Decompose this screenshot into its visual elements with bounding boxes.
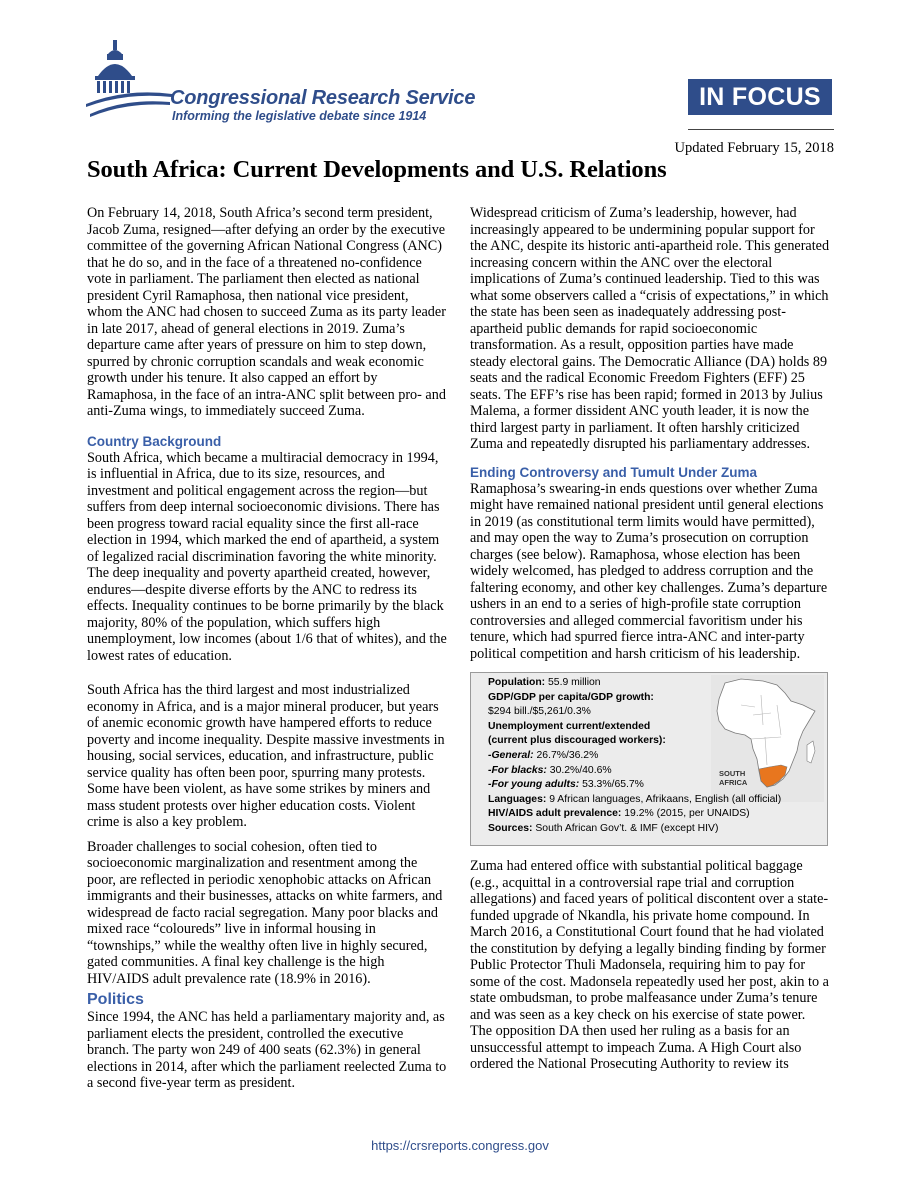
ramaphosa-paragraph: Ramaphosa’s swearing-in ends questions over whether Zuma might have remained national president until general elections in 2019 (as constitutional term limits would have permitted), and may open the way to Zuma’s prosecution on corruption charges (see below). Ramaphosa, whose election has been widely welcomed, has pledged to address corruption and the faltering economy, and other key challenges. Zuma’s departure ushers in an end to a series of high-profile state corruption controversies and alleged commercial favoritism under his tenure, which had spurred fierce intra-ANC and inter-party political competition and harsh criticism of his leadership. <box>470 480 828 662</box>
criticism-paragraph: Widespread criticism of Zuma’s leadership, however, had increasingly appeared to be undermining popular support for the ANC, despite its historic anti-apartheid role. This generated increasing concern within the ANC over the electoral implications of Zuma’s continued leadership. Tied to this was what some observers called a “crisis of expectations,” in which the state has been seen as inadequately addressing post-apartheid public demands for rapid socioeconomic transformation. As a result, opposition parties have made steady electoral gains. The Democratic Alliance (DA) holds 89 seats and the radical Economic Freedom Fighters (EFF) 25 seats. The EFF’s rise has been rapid; formed in 2013 by Julius Malema, a former dissident ANC youth leader, it is now the third largest party in parliament. It often harshly criticized Zuma and repeatedly disrupted his parliamentary addresses. <box>470 205 830 452</box>
right-column <box>470 205 830 1073</box>
gdp-value: $294 bill./$5,261/0.3% <box>488 706 591 718</box>
org-tagline: Informing the legislative debate since 1914 <box>172 109 427 123</box>
politics-paragraph-1: Since 1994, the ANC has held a parliamentary majority and, as parliament elects the president, controlled the executive branch. The party won 249 of 400 seats (62.3%) in general elections in 2014, after which the parliament reelected Zuma to a second five-year term as president. <box>87 1009 447 1091</box>
country-paragraph-3: Broader challenges to social cohesion, often tied to socioeconomic marginalization and resentment among the poor, are reflected in periodic xenophobic attacks on African immigrants and their businesses, attacks on white farmers, and widespread de facto racial segregation. Many poor blacks and mixed race “coloureds” live in informal housing in “townships,” while the wealthy often live in highly secured, gated communities. A final key challenge is the high HIV/AIDS adult prevalence rate (18.9% in 2016). <box>87 838 443 987</box>
map-label-line2: AFRICA <box>719 778 748 787</box>
country-paragraph-2: South Africa has the third largest and most industrialized economy in Africa, and is a major mineral producer, but years of anemic economic growth have hampered efforts to reduce poverty and income inequality. Despite massive investments in housing, social services, education, and infrastructure, public service quality has often been poor, spurring many protests. Some have been violent, as have some strikes by miners and mass student protests over higher education costs. Violent crime is also a key problem. <box>87 682 445 830</box>
footer-url[interactable]: https://crsreports.congress.gov <box>371 1138 549 1153</box>
intro-paragraph: On February 14, 2018, South Africa’s second term president, Jacob Zuma, resigned—after defying an order by the executive committee of the governing African National Congress (ANC) that he do so, and in the face of a threatened no-confidence vote in parliament. The parliament then elected as national president Cyril Ramaphosa, then national vice president, whom the ANC had chosen to succeed Zuma as its party leader in late 2017, ahead of general elections in 2019. Zuma’s departure came after years of pressure on him to step down, spurred by chronic corruption scandals and weak economic growth under his tenure. It also capped an effort by Ramaphosa, in the face of an intra-ANC split between pro- and anti-Zuma wings, to immediately succeed Zuma. <box>87 205 446 419</box>
fact-box-text <box>488 676 828 837</box>
left-column <box>87 205 447 1092</box>
politics-heading: Politics <box>87 991 144 1008</box>
sources-value: South African Gov’t. & IMF (except HIV) <box>535 822 719 834</box>
ending-controversy-heading: Ending Controversy and Tumult Under Zuma <box>470 464 758 480</box>
zuma-baggage-paragraph: Zuma had entered office with substantial political baggage (e.g., acquittal in a controversial rape trial and corruption allegations) and faced years of political discontent over a state-funded upgrade of Nkandla, his private home compound. In March 2016, a Constitutional Court found that he had violated the constitution by defying a legally binding finding by former Public Protector Thuli Madonsela, requiring him to pay for some of the cost. Madonsela repeatedly used her post, akin to a state ombudsman, to probe malfeasance under Zuma’s tenure and was seen as a key check on his exercise of state power. The opposition DA then used her ruling as a basis for an unsuccessful attempt to impeach Zuma. A High Court also ordered the National Prosecuting Authority to review its <box>470 858 829 1072</box>
hiv-value: 19.2% (2015, per UNAIDS) <box>624 808 750 820</box>
general-value: 26.7%/36.2% <box>536 749 599 761</box>
population-label: Population: <box>488 677 546 688</box>
population-value: 55.9 million <box>548 677 601 688</box>
blacks-label: -For blacks: <box>488 764 547 776</box>
fact-box <box>470 672 828 846</box>
updated-date: Updated February 15, 2018 <box>674 140 834 156</box>
org-name: Congressional Research Service <box>170 87 476 109</box>
page-title: South Africa: Current Developments and U.S. Relations <box>87 156 667 183</box>
unemployment-label-1: Unemployment current/extended <box>488 720 651 732</box>
in-focus-badge: IN FOCUS <box>688 79 832 115</box>
map-label-line1: SOUTH <box>719 769 746 778</box>
blacks-value: 30.2%/40.6% <box>549 764 612 776</box>
languages-label: Languages: <box>488 793 547 805</box>
country-paragraph-1: South Africa, which became a multiracial democracy in 1994, is influential in Africa, due to its size, resources, and investment and political engagement across the region—but suffers from deep internal socioeconomic divisions. There has been progress toward racial equality since the first all-race election in 1994, which marked the end of apartheid, a system of legalized racial discrimination favoring the white minority. The deep inequality and poverty apartheid created, however, endures—despite diverse efforts by the ANC to redress its effects. Inequality continues to be borne primarily by the black majority, 80% of the population, which suffers high unemployment, low incomes (about 1/6 that of whites), and the lowest rates of education. <box>87 449 447 664</box>
general-label: -General: <box>488 749 534 761</box>
languages-value: 9 African languages, Afrikaans, English (all official) <box>549 793 782 805</box>
hiv-label: HIV/AIDS adult prevalence: <box>488 808 622 820</box>
youth-label: -For young adults: <box>488 779 580 791</box>
youth-value: 53.3%/65.7% <box>582 779 644 791</box>
unemployment-label-2: (current plus discouraged workers): <box>488 735 666 747</box>
header-rule <box>688 129 834 130</box>
country-background-heading: Country Background <box>87 433 222 449</box>
sources-label: Sources: <box>488 822 533 834</box>
gdp-label: GDP/GDP per capita/GDP growth: <box>488 691 654 703</box>
